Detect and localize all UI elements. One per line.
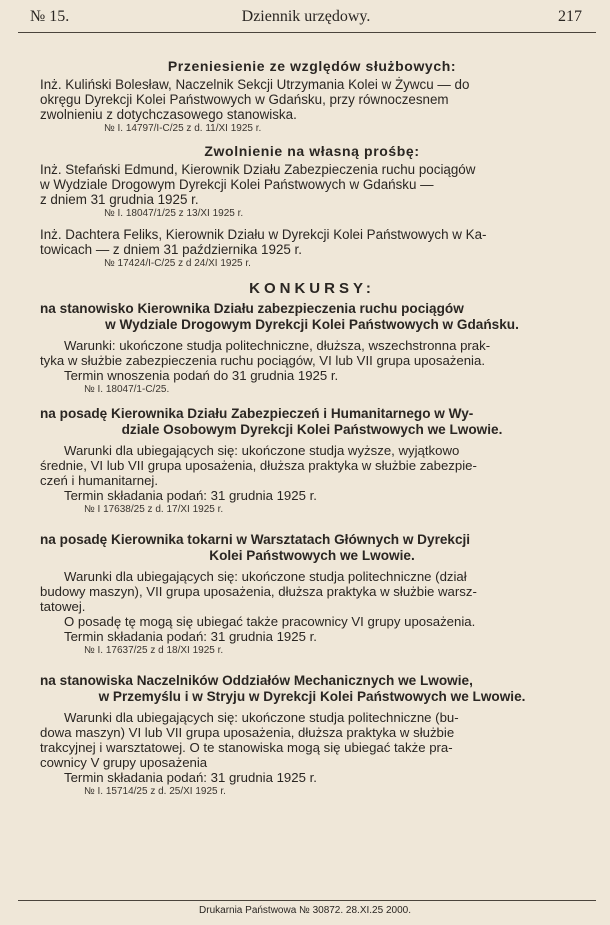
- position-line: na stanowiska Naczelników Oddziałów Mechanicznych we Lwowie,: [40, 673, 473, 688]
- position-line: Kolei Państwowych we Lwowie.: [209, 548, 415, 563]
- entry-line: Inż. Stefański Edmund, Kierownik Działu Zabezpieczenia ruchu pociągów: [40, 162, 476, 177]
- deadline: Termin składania podań: 31 grudnia 1925 r.: [64, 629, 317, 644]
- position-line: w Przemyślu i w Stryju w Dyrekcji Kolei Państwowych we Lwowie.: [98, 689, 526, 704]
- entry-line: w Wydziale Drogowym Dyrekcji Kolei Państwowych w Gdańsku —: [40, 177, 434, 192]
- position-line: na posadę Kierownika Działu Zabezpieczeń i Humanitarnego w Wy-: [40, 406, 474, 421]
- reference-number: № I. 17637/25 z d 18/XI 1925 r.: [84, 645, 224, 656]
- content: [40, 58, 584, 798]
- conditions-line: Warunki: ukończone studja politechniczne, dłuższa, wszechstronna prak-: [64, 338, 491, 353]
- issue-number: № 15.: [30, 8, 70, 25]
- entry-line: okręgu Dyrekcji Kolei Państwowych w Gdańsku, przy równoczesnem: [40, 92, 449, 107]
- reference-number: № I 17638/25 z d. 17/XI 1925 r.: [84, 504, 224, 515]
- konkursy-heading: KONKURSY:: [249, 280, 375, 297]
- conditions: [40, 443, 584, 488]
- conditions-line: Warunki dla ubiegających się: ukończone studja politechniczne (bu-: [64, 710, 459, 725]
- conditions: [40, 338, 584, 368]
- entry-line: zwolnieniu z dotychczasowego stanowiska.: [40, 107, 297, 122]
- section-heading: Przeniesienie ze względów służbowych:: [167, 58, 457, 74]
- reference-number: № I. 18047/1-C/25.: [84, 384, 170, 395]
- conditions-line: cownicy V grupy uposażenia: [40, 755, 208, 770]
- deadline: Termin wnoszenia podań do 31 grudnia 1925 r.: [64, 368, 339, 383]
- entry-line: z dniem 31 grudnia 1925 r.: [40, 192, 199, 207]
- conditions-line: budowy maszyn), VII grupa uposażenia, dłuższa praktyka w służbie warsz-: [40, 584, 477, 599]
- header-rule: [18, 32, 596, 33]
- printer-footer: Drukarnia Państwowa № 30872. 28.XI.25 2000.: [199, 905, 411, 916]
- section-heading: Zwolnienie na własną prośbę:: [204, 143, 420, 159]
- journal-title: Dziennik urzędowy.: [241, 8, 371, 25]
- reference-number: № I. 18047/1/25 z 13/XI 1925 r.: [104, 208, 244, 219]
- conditions: [40, 569, 584, 614]
- position-line: w Wydziale Drogowym Dyrekcji Kolei Państwowych w Gdańsku.: [105, 317, 519, 332]
- entry-line: towicach — z dniem 31 października 1925 r.: [40, 242, 302, 257]
- personnel-entry: [40, 162, 584, 220]
- page-number: 217: [558, 8, 582, 25]
- position-title: [40, 673, 584, 705]
- entry-line: Inż. Dachtera Feliks, Kierownik Działu w Dyrekcji Kolei Państwowych w Ka-: [40, 227, 487, 242]
- position-title: [40, 532, 584, 564]
- conditions: [40, 710, 584, 770]
- deadline: Termin składania podań: 31 grudnia 1925 r.: [64, 488, 317, 503]
- position-line: na posadę Kierownika tokarni w Warsztatach Głównych w Dyrekcji: [40, 532, 471, 547]
- conditions-line: trakcyjnej i warsztatowej. O te stanowiska mogą się ubiegać także pra-: [40, 740, 453, 755]
- conditions-line: dowa maszyn) VI lub VII grupa uposażenia, dłuższa praktyka w służbie: [40, 725, 455, 740]
- personnel-entry: [40, 77, 584, 135]
- conditions-line: tatowej.: [40, 599, 86, 614]
- conditions-line: czeń i humanitarnej.: [40, 473, 159, 488]
- personnel-entry: [40, 227, 584, 270]
- reference-number: № I. 15714/25 z d. 25/XI 1925 r.: [84, 786, 226, 797]
- reference-number: № 17424/I-C/25 z d 24/XI 1925 r.: [104, 258, 251, 269]
- position-title: [40, 301, 584, 333]
- position-title: [40, 406, 584, 438]
- conditions-line: Warunki dla ubiegających się: ukończone studja politechniczne (dział: [64, 569, 467, 584]
- page-header: [30, 8, 582, 28]
- conditions-line: średnie, VI lub VII grupa uposażenia, dłuższa praktyka w służbie zabezpie-: [40, 458, 477, 473]
- position-line: na stanowisko Kierownika Działu zabezpieczenia ruchu pociągów: [40, 301, 464, 316]
- conditions-line: Warunki dla ubiegających się: ukończone studja wyższe, wyjątkowo: [64, 443, 460, 458]
- reference-number: № I. 14797/I-C/25 z d. 11/XI 1925 r.: [104, 123, 262, 134]
- conditions-line: tyka w służbie zabezpieczenia ruchu pociągów, VI lub VII grupa uposażenia.: [40, 353, 485, 368]
- position-line: dziale Osobowym Dyrekcji Kolei Państwowych we Lwowie.: [121, 422, 503, 437]
- footer-rule: [18, 900, 596, 901]
- deadline: Termin składania podań: 31 grudnia 1925 r.: [64, 770, 317, 785]
- extra-note: O posadę tę mogą się ubiegać także pracownicy VI grupy uposażenia.: [64, 614, 476, 629]
- entry-line: Inż. Kuliński Bolesław, Naczelnik Sekcji Utrzymania Kolei w Żywcu — do: [40, 77, 470, 92]
